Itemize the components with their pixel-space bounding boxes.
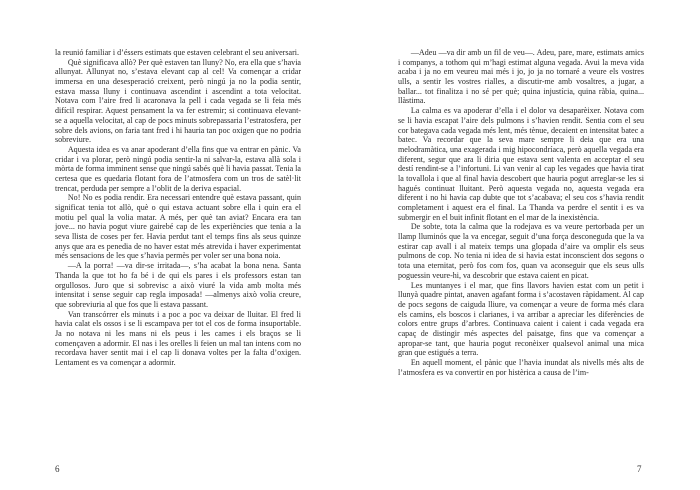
paragraph: Les muntanyes i el mar, que fins llavors havien estat com un petit i llunyà quadre pintat, anaven agafant forma i s’acostaven ràpidament. Al cap de pocs segons de caiguda lliure, va començar a veure de forma més clara els camins, els boscos i clarianes, i va arribar a apreciar les diferències de colors entre grups d’arbres. Continuava caient i caient i cada vegada era capaç de distingir més aspectes del paisatge, fins que va començar a apropar-se tant, que hauria pogut reconèixer qualsevol animal una mica gran que estigués a terra. [398, 280, 644, 358]
right-page [398, 48, 644, 377]
left-page [55, 48, 301, 368]
paragraph: Aquesta idea es va anar apoderant d’ella fins que va entrar en pànic. Va cridar i va plorar, però ningú podia sentir-la ni salvar-la, estava allà sola i mòrta de forma imminent sense que ningú sabés què li havia passat. Tenia la certesa que es quedaria flotant fora de l’atmosfera com un tros de satèl·lit trencat, perduda per sempre a l’oblit de la deriva espacial. [55, 144, 301, 193]
page-number-left: 6 [55, 464, 60, 474]
paragraph: Van transcórrer els minuts i a poc a poc va deixar de lluitar. El fred li havia calat els ossos i se li escampava per tot el cos de forma insuportable. Ja no notava ni les mans ni els peus i les cames i els braços se li començaven a adormir. El nas i les orelles li feien un mal tan intens com no recordava haver sentit mai i el cap li donava voltes per la falta d’oxigen. Lentament es va començar a adormir. [55, 309, 301, 367]
paragraph: La calma es va apoderar d’ella i el dolor va desaparèixer. Notava com se li havia escapat l’aire dels pulmons i s’havien rendit. Sentia com el seu cor bategava cada vegada més lent, més tènue, decaient en intensitat batec a batec. Va recordar que la seva mare sempre li deia que era una melodramàtica, una exagerada i mig hipocondríaca, però aquella vegada era diferent, segur que ara li diria que estava sent valenta en acceptar el seu destí rendint-se a l’infortuni. Li van venir al cap les vegades que havia tirat la tovallola i que al final havia descobert que hauria pogut arreglar-se les si hagués continuat lluitant. Però aquesta vegada no, aquesta vegada era diferent i no hi havia cap dubte que tot s’acabava; el seu cos s’havia rendit completament i aquest era el final. La Thanda va perdre el sentit i es va submergir en el buit infinit flotant en el mar de la inexistència. [398, 106, 644, 222]
paragraph: En aquell moment, el pànic que l’havia inundat als nivells més alts de l’atmosfera es va convertir en por histèrica a causa de l’im- [398, 358, 644, 377]
paragraph: —A la porra! —va dir-se irritada—, s’ha acabat la bona nena. Santa Thanda la que tot ho fa bé i de qui els pares i els professors estan tan orgullosos. Juro que si sobrevisc a això viuré la vida amb molta més intensitat i sense seguir cap regla imposada! —almenys això volia creure, que sobreviuria al que fos que li estava passant. [55, 261, 301, 309]
paragraph: No! No es podia rendir. Era necessari entendre què estava passant, quin significat tenia tot allò, què o qui estava actuant sobre ella i quin era el motiu pel qual la volia matar. A més, per què tan aviat? Encara era tan jove... no havia pogut viure gairebé cap de les experiències que tenia a la seva llista de coses per fer. Havia perdut tant el temps fins als seus quinze anys que ara es penedia de no haver estat més atrevida i haver experimentat més sensacions de les que s’havia permès per voler ser una bona noia. [55, 193, 301, 261]
paragraph: —Adeu —va dir amb un fil de veu—. Adeu, pare, mare, estimats amics i companys, a tothom qui m’hagi estimat alguna vegada. Avui la meva vida acaba i ja no em veureu mai més i jo, jo ja no tornaré a veure els vostres ulls, a sentir les vostres rialles, a discutir-me amb vosaltres, a jugar, a ballar... tot finalitza i no sé per què; quina injustícia, quina ràbia, quina... llàstima. [398, 48, 644, 106]
paragraph: De sobte, tota la calma que la rodejava es va veure pertorbada per un llamp lluminós que la va encegar, seguit d’una força desconeguda que la va estirar cap avall i al mateix temps una glopada d’aire va omplir els seus pulmons de cop. No tenia ni idea de si havia estat inconscient dos segons o tota una eternitat, però fos com fos, quan va aconseguir que els seus ulls poguessin veure-hi, va descobrir que estava caient en picat. [398, 222, 644, 280]
page-number-right: 7 [637, 464, 642, 474]
paragraph: la reunió familiar i d’éssers estimats que estaven celebrant el seu aniversari. [55, 48, 299, 57]
paragraph: Què significava allò? Per què estaven tan lluny? No, era ella que s’havia allunyat. Allunyat no, s’estava elevant cap al cel! Va començar a cridar immersa en una desesperació creixent, però ningú ja no la podia sentir, estava massa lluny i continuava ascendint i ascendint a tota velocitat. Notava com l’aire fred li acaronava la pell i cada vegada se li feia més difícil respirar. Aquest pensament la va fer estremir; si continuava elevant-se a aquella velocitat, al cap de pocs minuts sobrepassaria l’estratosfera, per sobre dels avions, on faria tant fred i hi hauria tan poc oxigen que no podria sobreviure. [55, 57, 301, 145]
